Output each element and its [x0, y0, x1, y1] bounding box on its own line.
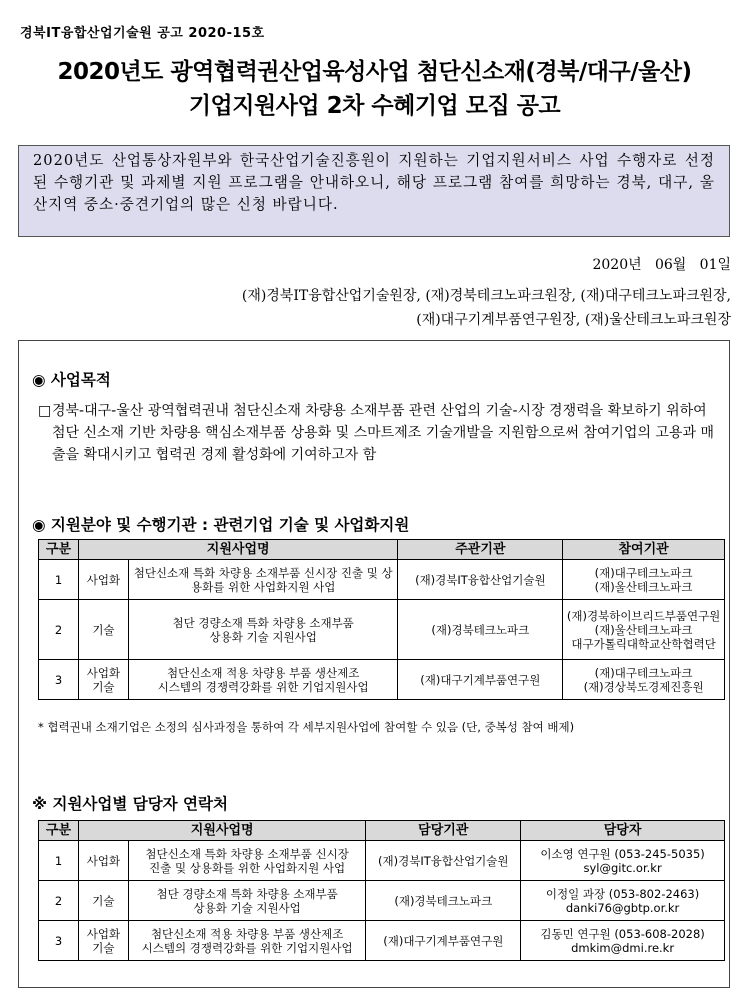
program-name: 첨단 경량소재 특화 차량용 소재부품 상용화 기술 지원사업 — [128, 600, 398, 660]
row-number: 2 — [39, 881, 79, 921]
col-header: 지원사업명 — [78, 821, 365, 841]
col-header: 담당기관 — [366, 821, 521, 841]
row-type: 사업화 — [78, 560, 128, 600]
lead-org: (재)경북IT융합산업기술원 — [398, 560, 563, 600]
purpose-text-block — [38, 400, 724, 466]
contact-name-phone: 김동민 연구원 (053-608-2028) — [540, 926, 705, 941]
notice-date: 2020년 06월 01일 — [592, 257, 731, 273]
row-number: 2 — [39, 600, 79, 660]
contact-person — [521, 881, 725, 921]
contacts-table-header — [39, 821, 725, 841]
col-header: 구분 — [39, 821, 79, 841]
row-type: 기술 — [78, 600, 128, 660]
contact-email[interactable]: dmkim@dmi.re.kr — [571, 940, 675, 955]
contact-org: (재)대구기계부품연구원 — [366, 921, 521, 961]
contact-email[interactable]: syl@gitc.or.kr — [583, 860, 662, 875]
table-row — [39, 841, 725, 881]
program-name: 첨단신소재 적용 차량용 부품 생산제조 시스템의 경쟁력강화를 위한 기업지원사업 — [128, 921, 366, 961]
col-header: 주관기관 — [398, 540, 563, 560]
table-row — [39, 881, 725, 921]
table-row — [39, 560, 725, 600]
support-table-header — [39, 540, 725, 560]
support-note: * 협력권내 소재기업은 소정의 심사과정을 통하여 각 세부지원사업에 참여할 수 있음 (단, 중복성 참여 배제) — [38, 720, 575, 734]
row-type: 사업화 기술 — [78, 921, 128, 961]
issuers — [31, 284, 731, 332]
row-type: 기술 — [78, 881, 128, 921]
table-row — [39, 660, 725, 700]
square-bullet-icon: □ — [38, 403, 52, 419]
contact-org: (재)경북IT융합산업기술원 — [366, 841, 521, 881]
partner-orgs: (재)경북하이브리드부품연구원 (재)울산테크노파크 대구가톨릭대학교산학협력단 — [563, 600, 725, 660]
page-title-line1: 2020년도 광역협력권산업육성사업 첨단신소재(경북/대구/울산) — [57, 59, 692, 85]
row-type: 사업화 — [78, 841, 128, 881]
col-header: 구분 — [39, 540, 79, 560]
support-table — [38, 539, 725, 700]
support-heading: ◉ 지원분야 및 수행기관 : 관련기업 기술 및 사업화지원 — [32, 516, 410, 534]
row-number: 3 — [39, 660, 79, 700]
table-row — [39, 600, 725, 660]
row-number: 3 — [39, 921, 79, 961]
contact-person — [521, 841, 725, 881]
row-number: 1 — [39, 560, 79, 600]
partner-orgs: (재)대구테크노파크 (재)경상북도경제진흥원 — [563, 660, 725, 700]
row-number: 1 — [39, 841, 79, 881]
notice-number: 경북IT융합산업기술원 공고 2020-15호 — [20, 26, 265, 41]
purpose-text: 경북-대구-울산 광역협력권내 첨단신소재 차량용 소재부품 관련 산업의 기술-시장 경쟁력을 확보하기 위하여 첨단 신소재 기반 차량용 핵심소재부품 상용화 및 스마트제조 기술개발을 지원함으로써 참여기업의 고용과 매출을 확대시키고 협력권 경제 활성화에 기여하고자 함 — [52, 403, 714, 463]
col-header: 참여기관 — [563, 540, 725, 560]
partner-orgs: (재)대구테크노파크 (재)울산테크노파크 — [563, 560, 725, 600]
contact-name-phone: 이소영 연구원 (053-245-5035) — [540, 846, 705, 861]
lead-org: (재)대구기계부품연구원 — [398, 660, 563, 700]
program-name: 첨단신소재 특화 차량용 소재부품 신시장 진출 및 상용화를 위한 사업화지원 사업 — [128, 560, 398, 600]
purpose-heading: ◉ 사업목적 — [32, 371, 111, 389]
contact-org: (재)경북테크노파크 — [366, 881, 521, 921]
program-name: 첨단 경량소재 특화 차량용 소재부품 상용화 기술 지원사업 — [128, 881, 366, 921]
contacts-heading: ※ 지원사업별 담당자 연락처 — [32, 795, 228, 813]
lead-org: (재)경북테크노파크 — [398, 600, 563, 660]
program-name: 첨단신소재 특화 차량용 소재부품 신시장 진출 및 상용화를 위한 사업화지원 사업 — [128, 841, 366, 881]
table-row — [39, 921, 725, 961]
intro-box: 2020년도 산업통상자원부와 한국산업기술진흥원이 지원하는 기업지원서비스 사업 수행자로 선정된 수행기관 및 과제별 지원 프로그램을 안내하오니, 해당 프로그램 참여를 희망하는 경북, 대구, 울산지역 중소·중견기업의 많은 신청 바랍니다. — [18, 145, 730, 237]
issuers-line2: (재)대구기계부품연구원장, (재)울산테크노파크원장 — [416, 312, 731, 328]
issuers-line1: (재)경북IT융합산업기술원장, (재)경북테크노파크원장, (재)대구테크노파크원장, — [241, 288, 731, 304]
row-type: 사업화 기술 — [78, 660, 128, 700]
col-header: 지원사업명 — [78, 540, 398, 560]
contact-person — [521, 921, 725, 961]
contact-name-phone: 이정일 과장 (053-802-2463) — [545, 886, 700, 901]
col-header: 담당자 — [521, 821, 725, 841]
page-title-line2: 기업지원사업 2차 수혜기업 모집 공고 — [188, 93, 561, 119]
contacts-table — [38, 820, 725, 961]
program-name: 첨단신소재 적용 차량용 부품 생산제조 시스템의 경쟁력강화를 위한 기업지원사업 — [128, 660, 398, 700]
contact-email[interactable]: danki76@gbtp.or.kr — [565, 900, 680, 915]
